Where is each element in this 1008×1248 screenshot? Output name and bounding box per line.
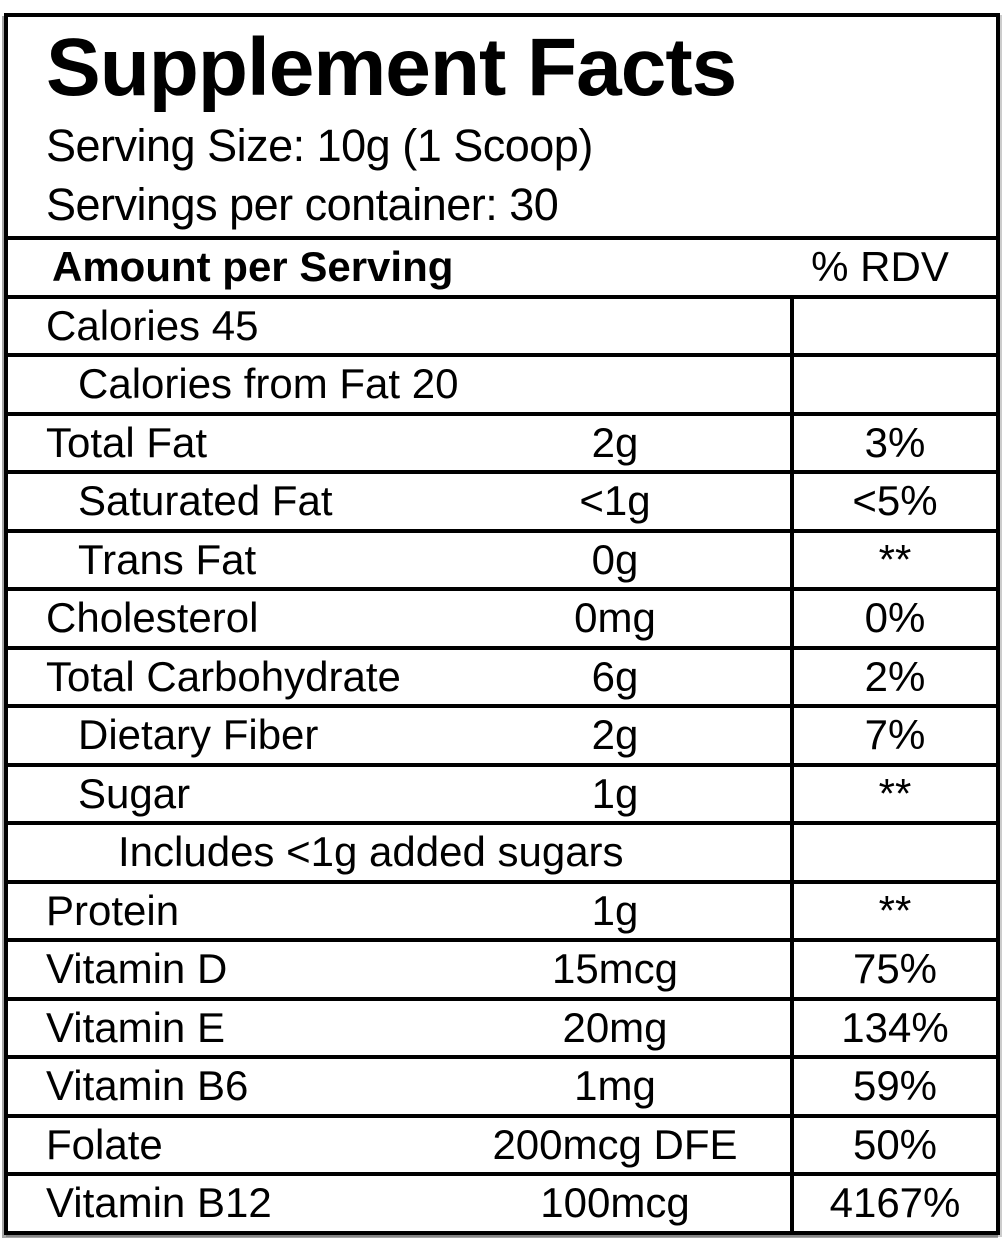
nutrient-rdv: [790, 299, 996, 354]
nutrient-amount: 2g: [591, 711, 639, 759]
nutrient-name: Protein: [46, 886, 180, 934]
servings-per-container-line: Servings per container: 30: [46, 179, 559, 230]
nutrient-name: Folate: [46, 1120, 163, 1168]
nutrient-rdv: [790, 357, 996, 412]
nutrient-name: Dietary Fiber: [78, 711, 319, 759]
nutrient-rdv: 2%: [790, 650, 996, 705]
nutrient-rdv: **: [790, 767, 996, 822]
table-row: [8, 704, 996, 763]
table-row: [8, 1055, 996, 1114]
rdv-column-header: % RDV: [811, 243, 949, 291]
nutrient-name: Vitamin D: [46, 945, 228, 993]
label-title: Supplement Facts: [46, 22, 737, 113]
nutrient-name: Trans Fat: [78, 535, 257, 583]
nutrient-rdv: **: [790, 884, 996, 939]
nutrient-name: Vitamin B6: [46, 1062, 249, 1110]
nutrient-rdv: 3%: [790, 416, 996, 471]
table-row: [8, 529, 996, 588]
nutrient-amount: 20mg: [562, 1003, 668, 1051]
table-row: [8, 1114, 996, 1173]
nutrient-amount: 1g: [591, 886, 639, 934]
nutrient-amount: 6g: [591, 652, 639, 700]
nutrient-amount: 1mg: [574, 1062, 656, 1110]
nutrient-name: Vitamin B12: [46, 1179, 272, 1227]
supplement-facts-label: [4, 13, 1000, 1235]
nutrient-amount: <1g: [579, 477, 651, 525]
table-row: [8, 997, 996, 1056]
nutrient-name: Total Carbohydrate: [46, 652, 401, 700]
nutrient-rdv: 50%: [790, 1118, 996, 1173]
nutrient-rdv: 59%: [790, 1059, 996, 1114]
serving-size-line: Serving Size: 10g (1 Scoop): [46, 120, 593, 171]
table-row: [8, 470, 996, 529]
nutrient-name: Cholesterol: [46, 594, 259, 642]
nutrient-rdv: **: [790, 533, 996, 588]
table-row: [8, 295, 996, 354]
nutrient-amount: 200mcg DFE: [492, 1120, 738, 1168]
nutrient-name: Calories from Fat 20: [78, 360, 459, 408]
table-row: [8, 646, 996, 705]
table-row: [8, 587, 996, 646]
table-row: [8, 880, 996, 939]
label-header: [8, 17, 996, 236]
nutrient-name: Saturated Fat: [78, 477, 333, 525]
table-row: [8, 938, 996, 997]
nutrient-rdv: 4167%: [790, 1176, 996, 1231]
nutrient-name: Sugar: [78, 769, 191, 817]
nutrient-name: Total Fat: [46, 418, 208, 466]
nutrient-amount: 15mcg: [551, 945, 679, 993]
table-row: [8, 1172, 996, 1231]
column-header-row: [8, 240, 996, 295]
nutrient-name: Calories 45: [46, 301, 259, 349]
nutrient-name: Vitamin E: [46, 1003, 225, 1051]
nutrient-rdv: 0%: [790, 591, 996, 646]
table-row: [8, 763, 996, 822]
nutrient-amount: 2g: [591, 418, 639, 466]
facts-table: [8, 236, 996, 1231]
table-row: [8, 412, 996, 471]
amount-per-serving-header: Amount per Serving: [52, 243, 454, 291]
nutrient-rdv: 134%: [790, 1001, 996, 1056]
nutrient-rdv: 75%: [790, 942, 996, 997]
nutrient-amount: 1g: [591, 769, 639, 817]
nutrient-rdv: 7%: [790, 708, 996, 763]
nutrient-amount: 100mcg: [540, 1179, 690, 1227]
nutrient-amount: 0mg: [574, 594, 656, 642]
nutrient-name: Includes <1g added sugars: [118, 828, 624, 876]
nutrient-amount: 0g: [591, 535, 639, 583]
table-row: [8, 821, 996, 880]
nutrient-rdv: [790, 825, 996, 880]
nutrient-rdv: <5%: [790, 474, 996, 529]
table-row: [8, 353, 996, 412]
